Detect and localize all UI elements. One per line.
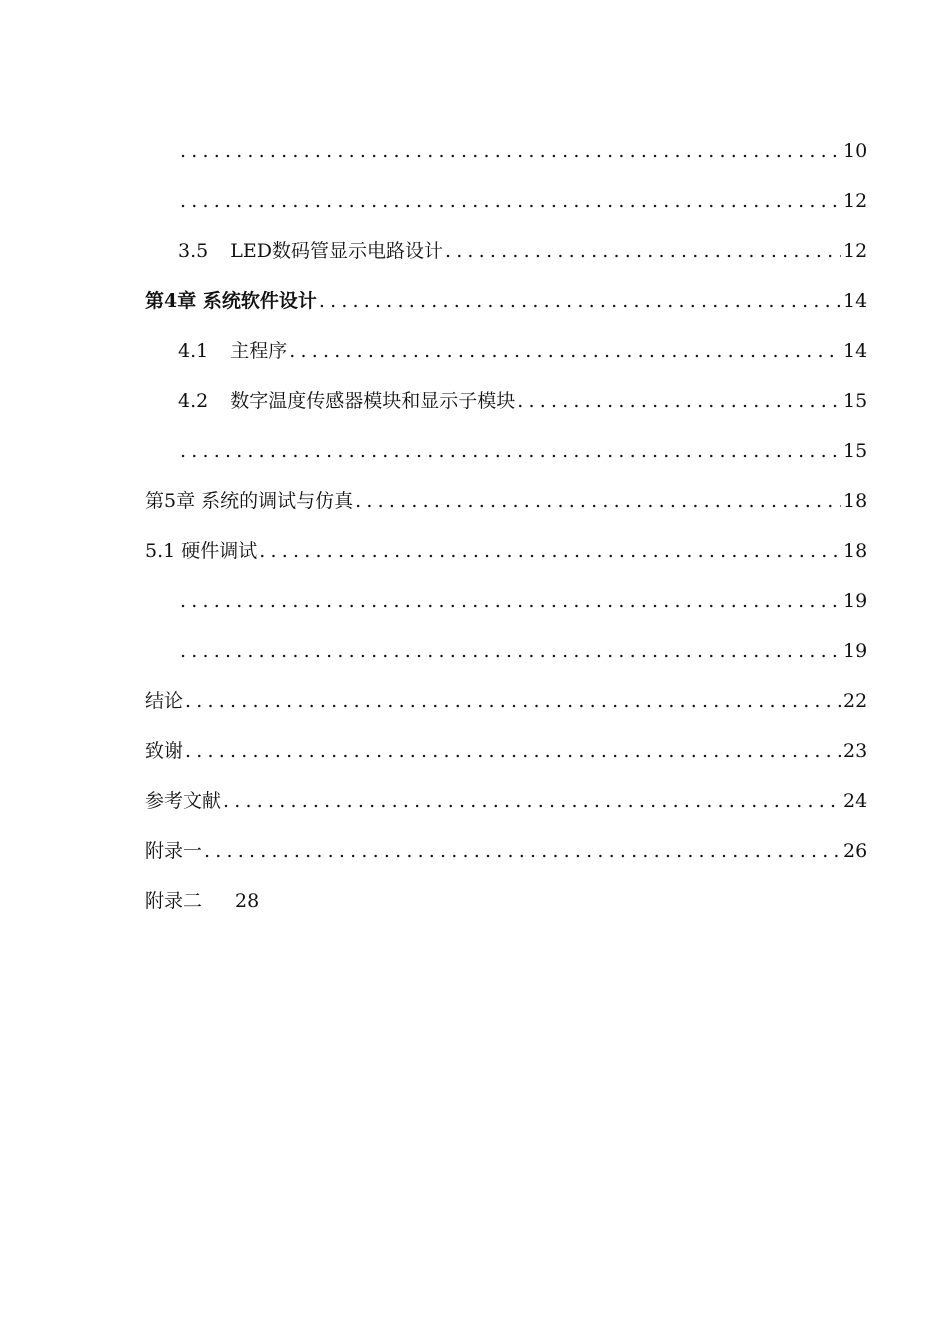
toc-page-number: 18	[843, 540, 868, 562]
toc-page-number: 14	[843, 290, 868, 312]
toc-entry-title	[145, 776, 221, 826]
dot-leader	[180, 176, 841, 226]
dot-leader	[517, 376, 841, 426]
toc-page-number: 12	[843, 190, 868, 212]
dot-leader	[185, 676, 841, 726]
toc-entry-title	[145, 276, 317, 326]
dot-leader	[180, 426, 841, 476]
toc-page-number: 19	[843, 640, 868, 662]
toc-entry-text: 第5章 系统的调试与仿真	[145, 490, 354, 512]
dot-leader	[185, 726, 841, 776]
toc-entry-text: 参考文献	[145, 790, 222, 812]
toc-entry-text: 第4章 系统软件设计	[145, 290, 317, 312]
toc-entry-number: 3.5	[178, 240, 209, 262]
toc-page-number: 18	[843, 490, 868, 512]
dot-leader	[180, 576, 841, 626]
toc-entry-acknowledgements[interactable]	[0, 726, 950, 776]
toc-entry-3-5[interactable]	[0, 226, 950, 276]
dot-leader	[259, 526, 841, 576]
dot-leader	[204, 826, 841, 876]
toc-entry-number: 4.2	[178, 390, 209, 412]
toc-entry-chapter-4[interactable]	[0, 276, 950, 326]
dot-leader	[355, 476, 841, 526]
toc-entry[interactable]	[0, 626, 950, 676]
toc-entry-title	[145, 826, 202, 876]
toc-entry-text: 附录一	[145, 840, 203, 862]
toc-entry-5-1[interactable]	[0, 526, 950, 576]
toc-entry-appendix-1[interactable]	[0, 826, 950, 876]
dot-leader	[289, 326, 841, 376]
toc-entry[interactable]	[0, 176, 950, 226]
toc-entry-chapter-5[interactable]	[0, 476, 950, 526]
dot-leader	[319, 276, 841, 326]
dot-leader	[180, 626, 841, 676]
toc-page-number: 26	[843, 840, 868, 862]
toc-page-number: 19	[843, 590, 868, 612]
toc-entry-conclusion[interactable]	[0, 676, 950, 726]
toc-entry-text: 致谢	[145, 740, 184, 762]
toc-entry-4-1[interactable]	[0, 326, 950, 376]
toc-entry-references[interactable]	[0, 776, 950, 826]
toc-entry-title	[178, 376, 515, 426]
toc-page-number: 28	[235, 890, 260, 912]
toc-page-number: 10	[843, 140, 868, 162]
toc-entry-text: 5.1 硬件调试	[145, 540, 258, 562]
table-of-contents	[0, 126, 950, 926]
toc-entry-text: LED数码管显示电路设计	[230, 240, 443, 262]
toc-entry-title	[178, 326, 287, 376]
toc-entry-appendix-2[interactable]	[0, 876, 950, 926]
toc-page-number: 24	[843, 790, 868, 812]
dot-leader	[180, 126, 841, 176]
toc-entry-title	[178, 226, 443, 276]
toc-entry-4-2[interactable]	[0, 376, 950, 426]
toc-entry-title	[145, 526, 257, 576]
toc-page-number: 15	[843, 440, 868, 462]
toc-entry-number: 4.1	[178, 340, 209, 362]
toc-entry[interactable]	[0, 126, 950, 176]
toc-page-number: 14	[843, 340, 868, 362]
toc-page-number: 23	[843, 740, 868, 762]
toc-page-number: 22	[843, 690, 868, 712]
toc-entry-text: 附录二	[145, 890, 203, 912]
toc-entry-text: 主程序	[230, 340, 288, 362]
dot-leader	[223, 776, 841, 826]
toc-page-number: 15	[843, 390, 868, 412]
toc-entry[interactable]	[0, 576, 950, 626]
toc-entry-title	[145, 876, 202, 926]
toc-page-number: 12	[843, 240, 868, 262]
toc-entry[interactable]	[0, 426, 950, 476]
toc-entry-text: 数字温度传感器模块和显示子模块	[230, 390, 516, 412]
toc-entry-title	[145, 726, 183, 776]
toc-entry-text: 结论	[145, 690, 184, 712]
toc-entry-title	[145, 476, 353, 526]
toc-entry-title	[145, 676, 183, 726]
dot-leader	[445, 226, 841, 276]
